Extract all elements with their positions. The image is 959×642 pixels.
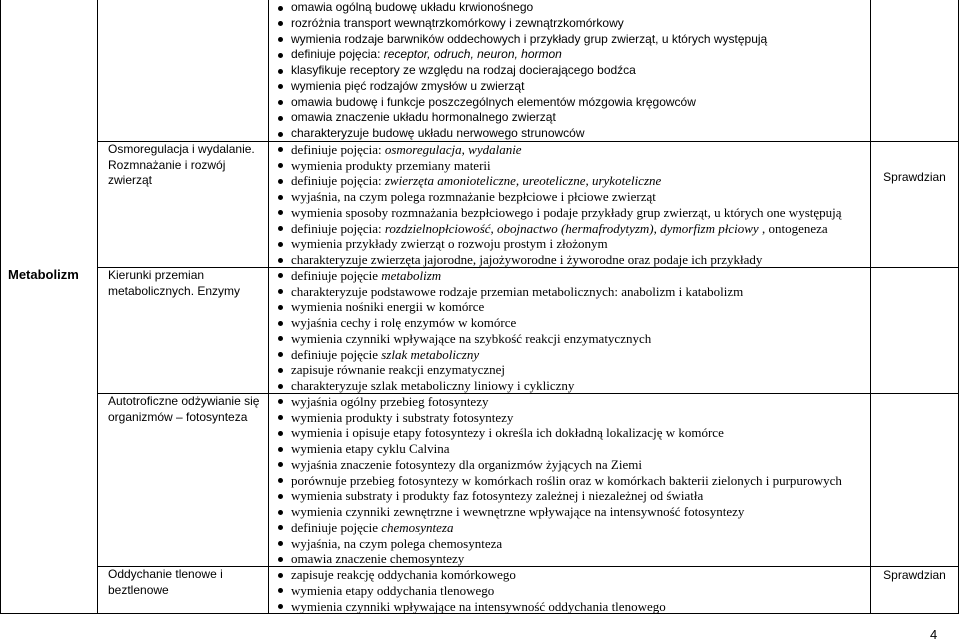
requirement-segment: charakteryzuje szlak metaboliczny liniowy i cykliczny (291, 378, 575, 393)
bullet-icon (278, 494, 283, 499)
requirements-list (269, 394, 870, 567)
requirement-item (269, 236, 870, 252)
bullet-icon (278, 352, 283, 357)
requirement-segment: porównuje przebieg fotosyntezy w komórkach roślin oraz w komórkach bakterii zielonych i purpurowych (291, 472, 842, 488)
emphasized-term: receptor, odruch, neuron, hormon (383, 47, 562, 62)
bullet-icon (278, 147, 283, 152)
bullet-icon (278, 100, 283, 105)
requirement-text (291, 457, 642, 472)
requirement-item (269, 95, 870, 111)
requirement-item (269, 347, 870, 363)
requirement-text (291, 63, 636, 77)
requirement-item (269, 457, 870, 473)
requirement-segment: wymienia czynniki zewnętrzne i wewnętrzne wpływające na intensywność fotosyntezy (291, 504, 745, 519)
requirement-item (269, 599, 870, 615)
requirements-cell (269, 0, 871, 142)
requirement-text (291, 236, 608, 251)
requirement-segment: wymienia przykłady zwierząt o rozwoju prostym i złożonym (291, 236, 608, 252)
bullet-icon (278, 399, 283, 404)
requirement-segment: definiuje pojęcie (291, 267, 382, 283)
requirement-segment: omawia znaczenie chemosyntezy (291, 551, 465, 567)
requirement-item (269, 189, 870, 205)
bullet-icon (278, 21, 283, 26)
bullet-icon (278, 557, 283, 562)
requirement-item (269, 299, 870, 315)
topic-line: Osmoregulacja i wydalanie. (108, 141, 255, 156)
requirement-item (269, 47, 870, 63)
requirement-text (291, 331, 651, 346)
requirement-segment: wymienia etapy oddychania tlenowego (291, 582, 495, 598)
bullet-icon (278, 321, 283, 326)
requirement-text (291, 95, 696, 109)
requirement-item (269, 63, 870, 79)
requirement-segment: omawia budowę i funkcje poszczególnych elementów mózgowia kręgowców (291, 94, 696, 109)
requirement-segment: wymienia czynniki wpływające na intensywność oddychania tlenowego (291, 598, 666, 614)
requirement-text (291, 79, 524, 93)
requirement-item (269, 268, 870, 284)
requirement-text (291, 126, 585, 140)
requirement-text (291, 362, 505, 377)
bullet-icon (278, 6, 283, 11)
requirement-segment: charakteryzuje zwierzęta jajorodne, jajożyworodne i żyworodne oraz podaje ich przykłady (291, 252, 763, 267)
requirement-item (269, 79, 870, 95)
bullet-icon (278, 132, 283, 137)
emphasized-term: chemosynteza (381, 519, 454, 535)
requirement-text (291, 504, 744, 519)
requirements-list (269, 567, 870, 614)
topic-line: beztlenowe (108, 582, 169, 597)
requirement-text (291, 520, 453, 535)
requirement-segment: wyjaśnia znaczenie fotosyntezy dla organizmów żyjących na Ziemi (291, 456, 642, 472)
requirement-segment: , ontogeneza (758, 220, 828, 236)
requirement-text (291, 284, 743, 299)
assessment-cell (871, 394, 959, 567)
requirement-item (269, 441, 870, 457)
section-cell (1, 0, 98, 614)
requirement-item (269, 551, 870, 567)
requirement-text (291, 252, 762, 267)
requirement-segment: zapisuje reakcję oddychania komórkowego (291, 567, 516, 582)
emphasized-term: szlak metaboliczny (381, 346, 480, 362)
requirement-text (291, 583, 494, 598)
bullet-icon (278, 573, 283, 578)
topic-cell (98, 0, 269, 142)
bullet-icon (278, 179, 283, 184)
requirement-segment: wymienia czynniki wpływające na szybkość reakcji enzymatycznych (291, 330, 652, 346)
assessment-label: Sprawdzian (883, 568, 946, 582)
bullet-icon (278, 462, 283, 467)
requirement-item (269, 0, 870, 16)
requirement-text (291, 347, 479, 362)
bullet-icon (278, 305, 283, 310)
requirements-list (269, 0, 870, 142)
requirement-text (291, 567, 516, 582)
topic-cell (98, 268, 269, 394)
requirement-text (291, 0, 533, 14)
bullet-icon (278, 415, 283, 420)
assessment-cell (871, 0, 959, 142)
requirement-segment: definiuje pojęcia: (291, 173, 385, 189)
requirement-segment: wyjaśnia, na czym polega chemosynteza (291, 535, 503, 551)
requirement-text (291, 189, 656, 204)
topic-line: organizmów – fotosynteza (108, 409, 248, 424)
requirement-item (269, 473, 870, 489)
topic-cell (98, 567, 269, 614)
requirement-segment: rozróżnia transport wewnątrzkomórkowy i zewnątrzkomórkowy (291, 15, 624, 30)
requirement-text (291, 599, 666, 614)
bullet-icon (278, 336, 283, 341)
requirements-list (269, 268, 870, 394)
bullet-icon (278, 195, 283, 200)
requirement-segment: definiuje pojęcia: (291, 141, 385, 157)
bullet-icon (278, 258, 283, 263)
requirement-text (291, 142, 522, 157)
requirement-item (269, 173, 870, 189)
requirement-segment: wymienia sposoby rozmnażania bezpłciowego i podaje przykłady grup zwierząt, u których one występują (291, 204, 842, 220)
bullet-icon (278, 37, 283, 42)
bullet-icon (278, 478, 283, 483)
topic-line: zwierząt (108, 173, 153, 188)
bullet-icon (278, 510, 283, 515)
emphasized-term: metabolizm (381, 267, 442, 283)
requirement-text (291, 16, 624, 30)
requirement-item (269, 331, 870, 347)
emphasized-term: rozdzielnopłciowość, obojnactwo (hermafrodytyzm), dymorfizm płciowy (384, 220, 759, 236)
bullet-icon (278, 604, 283, 609)
requirement-text (291, 441, 449, 456)
requirement-segment: wyjaśnia ogólny przebieg fotosyntezy (291, 393, 489, 409)
requirement-text (291, 32, 767, 46)
requirement-segment: wyjaśnia, na czym polega rozmnażanie bezpłciowe i płciowe zwierząt (291, 189, 656, 204)
requirement-item (269, 410, 870, 426)
requirement-item (269, 504, 870, 520)
requirement-segment: wymienia produkty przemiany materii (291, 157, 491, 173)
requirement-text (291, 315, 516, 330)
requirement-segment: wymienia substraty i produkty faz fotosyntezy zależnej i niezależnej od światła (291, 488, 704, 504)
requirement-item (269, 16, 870, 32)
requirement-text (291, 47, 562, 61)
requirement-item (269, 488, 870, 504)
requirements-cell (269, 142, 871, 268)
requirement-text (291, 488, 703, 503)
requirement-text (291, 394, 488, 409)
requirements-cell (269, 268, 871, 394)
requirement-segment: definiuje pojęcia: (291, 220, 385, 236)
requirements-list (269, 142, 870, 268)
requirement-segment: charakteryzuje podstawowe rodzaje przemian metabolicznych: anabolizm i katabolizm (291, 283, 744, 299)
bullet-icon (278, 368, 283, 373)
bullet-icon (278, 525, 283, 530)
assessment-cell (871, 142, 959, 268)
requirement-segment: definiuje pojęcia: (291, 47, 384, 62)
requirement-text (291, 551, 464, 566)
emphasized-term: zwierzęta amonioteliczne, ureoteliczne, urykoteliczne (384, 173, 662, 189)
requirement-segment: wymienia rodzaje barwników oddechowych i przykłady grup zwierząt, u których występują (291, 31, 768, 46)
bullet-icon (278, 163, 283, 168)
bullet-icon (278, 226, 283, 231)
requirement-text (291, 425, 724, 440)
requirement-text (291, 299, 484, 314)
requirement-item (269, 142, 870, 158)
requirement-text (291, 536, 502, 551)
requirement-text (291, 158, 491, 173)
assessment-cell (871, 268, 959, 394)
requirement-item (269, 425, 870, 441)
requirements-cell (269, 567, 871, 614)
requirement-segment: klasyfikuje receptory ze względu na rodzaj docierającego bodźca (291, 63, 636, 77)
bullet-icon (278, 588, 283, 593)
assessment-label: Sprawdzian (883, 169, 946, 184)
topic-cell (98, 394, 269, 567)
section-title: Metabolizm (8, 267, 79, 282)
bullet-icon (278, 541, 283, 546)
requirement-text (291, 268, 441, 283)
requirement-text (291, 473, 842, 488)
requirement-item (269, 536, 870, 552)
requirement-segment: zapisuje równanie reakcji enzymatycznej (291, 362, 506, 378)
bullet-icon (278, 69, 283, 74)
bullet-icon (278, 53, 283, 58)
requirement-item (269, 221, 870, 237)
requirement-segment: charakteryzuje budowę układu nerwowego strunowców (291, 126, 585, 140)
requirement-item (269, 205, 870, 221)
page-number: 4 (930, 627, 938, 642)
requirement-item (269, 284, 870, 300)
topic-cell (98, 142, 269, 268)
topic-line: Autotroficzne odżywianie się (108, 393, 260, 408)
requirement-segment: wymienia etapy cyklu Calvina (291, 441, 450, 456)
requirement-text (291, 378, 574, 393)
bullet-icon (278, 84, 283, 89)
requirement-item (269, 32, 870, 48)
requirement-segment: wymienia pięć rodzajów zmysłów u zwierząt (291, 78, 525, 93)
requirement-item (269, 362, 870, 378)
emphasized-term: osmoregulacja, wydalanie (384, 141, 522, 157)
topic-line: Kierunki przemian (108, 267, 205, 282)
topic-line: metabolicznych. Enzymy (108, 283, 241, 298)
requirement-segment: omawia znaczenie układu hormonalnego zwierząt (291, 110, 556, 125)
requirement-item (269, 567, 870, 583)
bullet-icon (278, 384, 283, 389)
requirement-segment: wyjaśnia cechy i rolę enzymów w komórce (291, 315, 517, 330)
requirement-item (269, 520, 870, 536)
requirement-segment: wymienia produkty i substraty fotosyntezy (291, 409, 514, 425)
bullet-icon (278, 242, 283, 247)
requirement-segment: omawia ogólną budowę układu krwionośnego (291, 0, 534, 14)
assessment-cell (871, 567, 959, 614)
requirement-item (269, 378, 870, 394)
requirement-text (291, 110, 556, 124)
requirement-item (269, 315, 870, 331)
bullet-icon (278, 431, 283, 436)
bullet-icon (278, 289, 283, 294)
requirement-segment: definiuje pojęcie (291, 346, 382, 362)
topic-line: Oddychanie tlenowe i (108, 567, 223, 581)
requirement-segment: definiuje pojęcie (291, 519, 382, 535)
requirement-item (269, 158, 870, 174)
bullet-icon (278, 210, 283, 215)
requirement-item (269, 110, 870, 126)
requirement-text (291, 173, 661, 188)
requirement-item (269, 583, 870, 599)
requirement-item (269, 126, 870, 142)
requirements-cell (269, 394, 871, 567)
topic-line: Rozmnażanie i rozwój (108, 157, 226, 172)
bullet-icon (278, 273, 283, 278)
requirement-item (269, 252, 870, 268)
bullet-icon (278, 116, 283, 121)
requirement-segment: wymienia i opisuje etapy fotosyntezy i określa ich dokładną lokalizację w komórce (291, 425, 724, 441)
requirement-text (291, 410, 513, 425)
requirement-text (291, 221, 828, 236)
requirement-segment: wymienia nośniki energii w komórce (291, 299, 485, 315)
bullet-icon (278, 447, 283, 452)
requirement-text (291, 205, 842, 220)
requirement-item (269, 394, 870, 410)
